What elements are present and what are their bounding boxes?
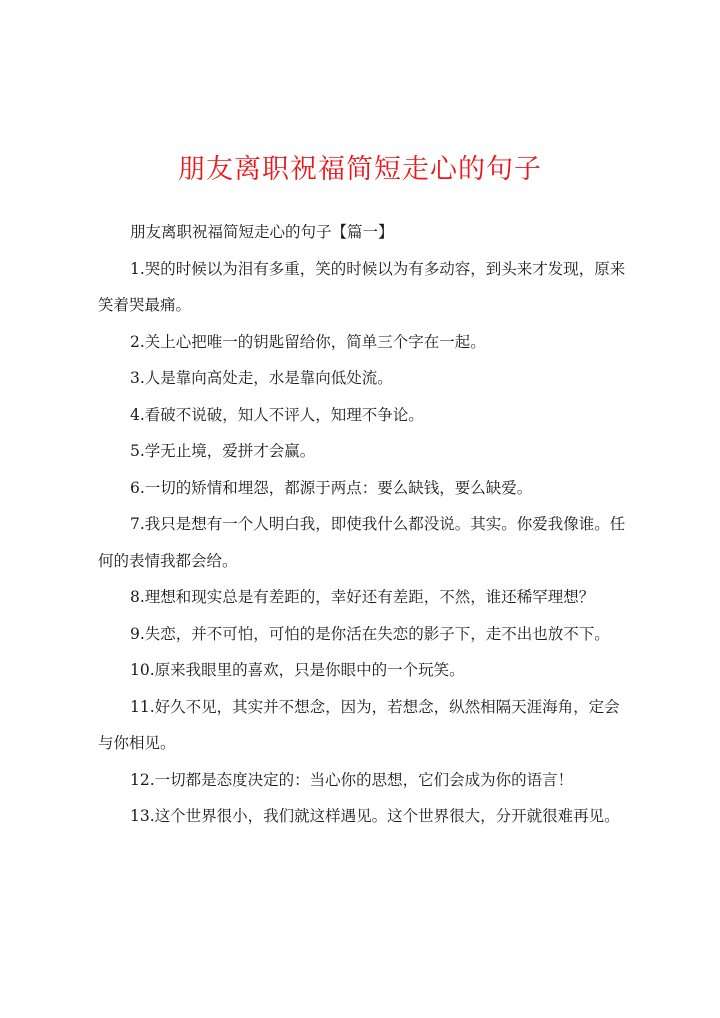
section-heading: 朋友离职祝福简短走心的句子【篇一】: [130, 223, 394, 241]
document-body: [98, 214, 634, 835]
list-item: 9.失恋，并不可怕，可怕的是你活在失恋的影子下，走不出也放不下。: [130, 624, 610, 643]
list-item: 2.关上心把唯一的钥匙留给你，简单三个字在一起。: [130, 332, 486, 351]
page-title: 朋友离职祝福简短走心的句子: [178, 154, 542, 185]
list-item: 10.原来我眼里的喜欢，只是你眼中的一个玩笑。: [130, 661, 465, 679]
list-item: 3.人是靠向高处走，水是靠向低处流。: [130, 369, 393, 387]
list-item: 8.理想和现实总是有差距的，幸好还有差距，不然，谁还稀罕理想？: [130, 588, 595, 606]
list-item: 6.一切的矫情和埋怨，都源于两点：要么缺钱，要么缺爱。: [130, 478, 533, 497]
list-item: 1.哭的时候以为泪有多重，笑的时候以为有多动容，到头来才发现，原来笑着哭最痛。: [98, 259, 626, 314]
list-item: 11.好久不见，其实并不想念，因为，若想念，纵然相隔天涯海角，定会与你相见。: [98, 697, 620, 752]
list-item: 13.这个世界很小，我们就这样遇见。这个世界很大，分开就很难再见。: [130, 807, 620, 825]
list-item: 4.看破不说破，知人不评人，知理不争论。: [130, 405, 424, 424]
list-item: 5.学无止境，爱拼才会赢。: [130, 442, 316, 460]
list-item: 12.一切都是态度决定的：当心你的思想，它们会成为你的语言！: [130, 770, 574, 789]
list-item: 7.我只是想有一个人明白我，即使我什么都没说。其实。你爱我像谁。任何的表情我都会给。: [98, 515, 626, 570]
